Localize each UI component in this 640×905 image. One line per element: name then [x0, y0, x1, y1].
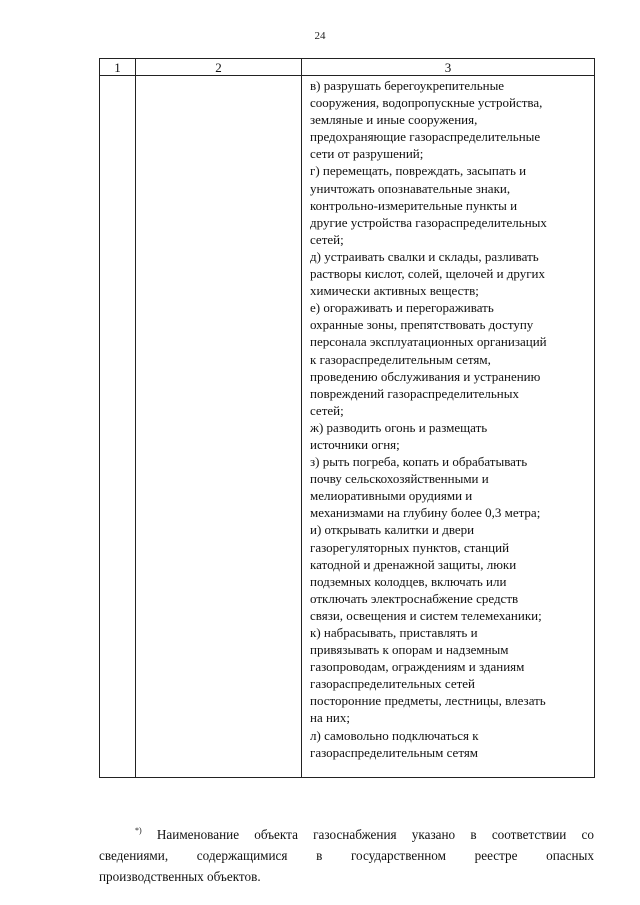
- cell-text-line: д) устраивать свалки и склады, разливать: [310, 248, 539, 264]
- table-cell-col3: [302, 76, 595, 778]
- cell-text-line: мелиоративными орудиями и: [310, 488, 473, 504]
- cell-text-line: катодной и дренажной защиты, люки: [310, 556, 517, 572]
- page-number: 24: [314, 30, 326, 42]
- cell-text-line: газораспределительных сетей: [310, 676, 476, 692]
- cell-text-line: отключать электроснабжение средств: [310, 590, 519, 606]
- cell-text-line: механизмами на глубину более 0,3 метра;: [310, 505, 541, 521]
- cell-text-line: связи, освещения и систем телемеханики;: [310, 607, 542, 623]
- cell-text-line: сети от разрушений;: [310, 146, 424, 162]
- cell-text-line: охранные зоны, препятствовать доступу: [310, 317, 534, 333]
- column-header-2: 2: [136, 59, 302, 76]
- table-cell-col1: [100, 76, 136, 778]
- cell-text-line: уничтожать опознавательные знаки,: [310, 180, 511, 196]
- table-row: [100, 76, 595, 778]
- cell-text-line: к) набрасывать, приставлять и: [310, 625, 478, 640]
- cell-text-line: к газораспределительным сетям,: [310, 351, 491, 367]
- cell-text-line: посторонние предметы, лестницы, влезать: [310, 693, 546, 709]
- cell-text-line: предохраняющие газораспределительные: [310, 129, 541, 145]
- cell-text-line: привязывать к опорам и надземным: [310, 642, 509, 658]
- footnote-marker: *): [135, 826, 142, 835]
- cell-text-line: химически активных веществ;: [310, 283, 479, 299]
- cell-text-line: подземных колодцев, включать или: [310, 573, 507, 589]
- table-cell-col2: [136, 76, 302, 778]
- cell-text-line: газораспределительным сетям: [310, 744, 479, 760]
- cell-text-line: другие устройства газораспределительных: [310, 214, 547, 230]
- cell-text-line: е) огораживать и перегораживать: [310, 300, 494, 316]
- column-header-1: 1: [100, 59, 136, 76]
- cell-text-line: ж) разводить огонь и размещать: [310, 419, 488, 435]
- cell-text-line: повреждений газораспределительных: [310, 385, 519, 401]
- footnote: [99, 820, 594, 887]
- cell-text-line: проведению обслуживания и устранению: [310, 368, 541, 384]
- cell-text-line: в) разрушать берегоукрепительные: [310, 78, 505, 93]
- cell-text-line: з) рыть погреба, копать и обрабатывать: [310, 454, 528, 470]
- cell-text-line: л) самовольно подключаться к: [310, 727, 479, 743]
- requirements-table: [99, 58, 595, 778]
- footnote-line-3: производственных объектов.: [99, 869, 261, 884]
- cell-text-line: сетей;: [310, 402, 344, 418]
- cell-text-line: земляные и иные сооружения,: [310, 112, 478, 128]
- cell-text-line: газопроводам, ограждениям и зданиям: [310, 659, 525, 675]
- footnote-line-1: [99, 820, 594, 845]
- cell-text-line: сооружения, водопропускные устройства,: [310, 95, 543, 111]
- cell-text-line: контрольно-измерительные пункты и: [310, 197, 518, 213]
- cell-text-line: на них;: [310, 710, 351, 726]
- column-header-3: 3: [302, 59, 595, 76]
- cell-text-line: персонала эксплуатационных организаций: [310, 334, 547, 350]
- cell-text-line: источники огня;: [310, 436, 400, 452]
- cell-text-line: и) открывать калитки и двери: [310, 522, 475, 538]
- footnote-line-2: сведениями, содержащимися в государственном реестре опасных: [99, 848, 594, 863]
- cell-text-line: газорегуляторных пунктов, станций: [310, 539, 510, 555]
- table-header-row: [100, 59, 595, 76]
- cell-text-line: сетей;: [310, 231, 344, 247]
- cell-text-line: г) перемещать, повреждать, засыпать и: [310, 163, 527, 179]
- footnote-text-1: Наименование объекта газоснабжения указано в соответствии со: [156, 827, 594, 842]
- cell-text-line: растворы кислот, солей, щелочей и других: [310, 266, 546, 282]
- cell-text-line: почву сельскохозяйственными и: [310, 471, 489, 487]
